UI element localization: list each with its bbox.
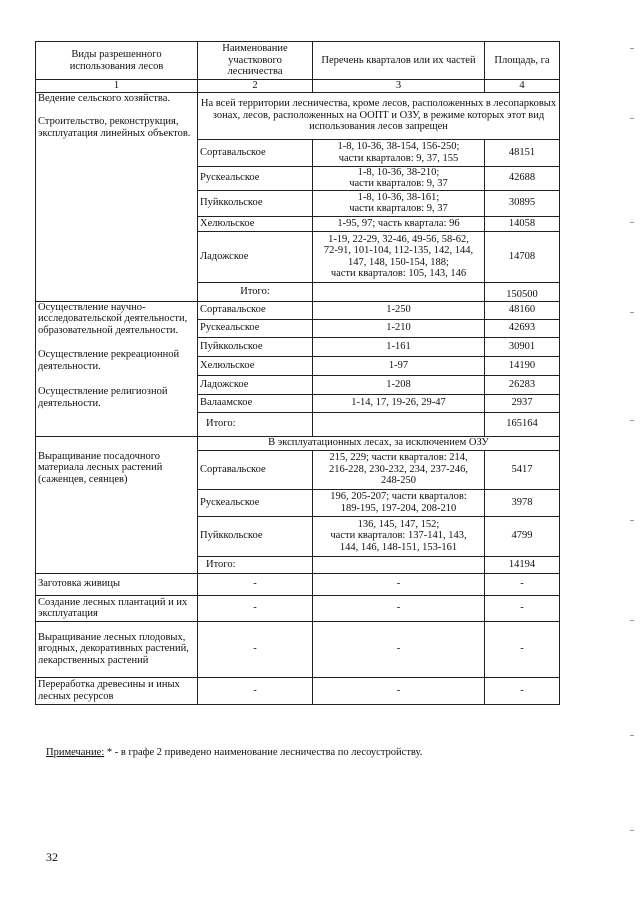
table-row — [36, 301, 560, 319]
forestry-name: Рускеальское — [198, 489, 313, 516]
use-type-text: Ведение сельского хозяйства. — [38, 92, 170, 104]
col-number: 2 — [198, 80, 313, 93]
use-type-text: Создание лесных плантаций и их эксплуатация — [36, 595, 198, 621]
dash-cell: - — [485, 621, 560, 677]
area-value: 48151 — [485, 139, 560, 166]
scan-edge-mark — [630, 830, 634, 831]
territory-note: На всей территории лесничества, кроме лесов, расположенных в лесопарковых зонах, лесов, расположенных на ООПТ и ОЗУ, в режиме которых этот вид использования лесов запрещен — [198, 92, 560, 139]
col-number: 4 — [485, 80, 560, 93]
table-header-row — [36, 42, 560, 80]
use-type-text: Осуществление научно-исследовательской деятельности, образовательной деятельности. — [38, 301, 188, 336]
col-number: 1 — [36, 80, 198, 93]
scan-edge-mark — [630, 48, 634, 49]
table-row — [36, 436, 560, 450]
area-value: 42688 — [485, 166, 560, 190]
forestry-name: Рускеальское — [198, 319, 313, 337]
column-number-row — [36, 80, 560, 93]
forestry-name: Валаамское — [198, 394, 313, 412]
scan-edge-mark — [630, 222, 634, 223]
header-forestry: Наименование участкового лесничества — [198, 42, 313, 80]
table-row — [36, 595, 560, 621]
quarters-list: 1-161 — [313, 337, 485, 356]
forestry-name: Пуйккольское — [198, 190, 313, 216]
header-area: Площадь, га — [485, 42, 560, 80]
forestry-name: Хелюльское — [198, 356, 313, 375]
dash-cell: - — [198, 677, 313, 704]
area-value: 3978 — [485, 489, 560, 516]
quarters-list: 1-210 — [313, 319, 485, 337]
quarters-list: 1-8, 10-36, 38-161; части кварталов: 9, 37 — [313, 190, 485, 216]
dash-cell: - — [198, 621, 313, 677]
total-value: 165164 — [485, 412, 560, 436]
forestry-name: Пуйккольское — [198, 516, 313, 556]
quarters-list: 1-14, 17, 19-26, 29-47 — [313, 394, 485, 412]
forestry-name: Ладожское — [198, 231, 313, 282]
use-type-cell — [36, 301, 198, 436]
forestry-name: Сортавальское — [198, 139, 313, 166]
scan-edge-mark — [630, 620, 634, 621]
use-type-text: Заготовка живицы — [36, 573, 198, 595]
dash-cell: - — [485, 595, 560, 621]
quarters-list: 1-95, 97; часть квартала: 96 — [313, 216, 485, 231]
quarters-list: 215, 229; части кварталов: 214, 216-228, 230-232, 234, 237-246, 248-250 — [313, 450, 485, 489]
quarters-list: 1-8, 10-36, 38-154, 156-250; части кварталов: 9, 37, 155 — [313, 139, 485, 166]
use-type-text: Выращивание посадочного материала лесных растений (саженцев, сеянцев) — [38, 450, 163, 485]
scan-edge-mark — [630, 420, 634, 421]
territory-note: В эксплуатационных лесах, за исключением ОЗУ — [198, 436, 560, 450]
table-note — [46, 747, 422, 758]
dash-cell: - — [313, 573, 485, 595]
col-number: 3 — [313, 80, 485, 93]
use-type-text: Осуществление религиозной деятельности. — [38, 386, 168, 409]
forestry-name: Пуйккольское — [198, 337, 313, 356]
table-row — [36, 621, 560, 677]
total-label: Итого: — [198, 556, 313, 573]
quarters-list: 1-19, 22-29, 32-46, 49-56, 58-62, 72-91, 101-104, 112-135, 142, 144, 147, 148, 150-154, 188; части кварталов: 105, 143, 146 — [313, 231, 485, 282]
forestry-name: Рускеальское — [198, 166, 313, 190]
use-type-text: Осуществление рекреационной деятельности. — [38, 349, 180, 372]
use-type-cell — [36, 436, 198, 573]
quarters-list: 1-250 — [313, 301, 485, 319]
use-type-text: Переработка древесины и иных лесных ресурсов — [36, 677, 198, 704]
table-row — [36, 92, 560, 139]
table-row — [36, 677, 560, 704]
header-use-type: Виды разрешенного использования лесов — [36, 42, 198, 80]
quarters-list: 1-97 — [313, 356, 485, 375]
allowed-uses-table — [35, 41, 560, 705]
total-label: Итого: — [198, 412, 313, 436]
empty-cell — [313, 556, 485, 573]
area-value: 5417 — [485, 450, 560, 489]
note-label: Примечание: — [46, 747, 105, 758]
quarters-list: 196, 205-207; части кварталов: 189-195, 197-204, 208-210 — [313, 489, 485, 516]
dash-cell: - — [485, 677, 560, 704]
area-value: 42693 — [485, 319, 560, 337]
area-value: 4799 — [485, 516, 560, 556]
scan-edge-mark — [630, 735, 634, 736]
use-type-text: Выращивание лесных плодовых, ягодных, декоративных растений, лекарственных растений — [36, 621, 198, 677]
scan-edge-mark — [630, 312, 634, 313]
dash-cell: - — [313, 595, 485, 621]
total-label: Итого: — [198, 282, 313, 301]
forestry-name: Ладожское — [198, 375, 313, 394]
forestry-name: Хелюльское — [198, 216, 313, 231]
area-value: 30901 — [485, 337, 560, 356]
use-type-text: Строительство, реконструкция, эксплуатация линейных объектов. — [38, 116, 191, 139]
dash-cell: - — [313, 677, 485, 704]
total-value: 150500 — [485, 282, 560, 301]
area-value: 14708 — [485, 231, 560, 282]
quarters-list: 1-208 — [313, 375, 485, 394]
header-quarters: Перечень кварталов или их частей — [313, 42, 485, 80]
empty-cell — [313, 282, 485, 301]
note-text: * - в графе 2 приведено наименование лесничества по лесоустройству. — [104, 747, 423, 758]
forestry-name: Сортавальское — [198, 450, 313, 489]
area-value: 30895 — [485, 190, 560, 216]
area-value: 26283 — [485, 375, 560, 394]
quarters-list: 1-8, 10-36, 38-210; части кварталов: 9, 37 — [313, 166, 485, 190]
dash-cell: - — [198, 595, 313, 621]
quarters-list: 136, 145, 147, 152; части кварталов: 137-141, 143, 144, 146, 148-151, 153-161 — [313, 516, 485, 556]
dash-cell: - — [198, 573, 313, 595]
area-value: 14190 — [485, 356, 560, 375]
dash-cell: - — [485, 573, 560, 595]
scan-edge-mark — [630, 118, 634, 119]
scan-edge-mark — [630, 520, 634, 521]
area-value: 2937 — [485, 394, 560, 412]
use-type-cell — [36, 92, 198, 301]
dash-cell: - — [313, 621, 485, 677]
table-row — [36, 573, 560, 595]
total-value: 14194 — [485, 556, 560, 573]
area-value: 14058 — [485, 216, 560, 231]
empty-cell — [313, 412, 485, 436]
area-value: 48160 — [485, 301, 560, 319]
page-number: 32 — [46, 850, 58, 864]
forestry-name: Сортавальское — [198, 301, 313, 319]
